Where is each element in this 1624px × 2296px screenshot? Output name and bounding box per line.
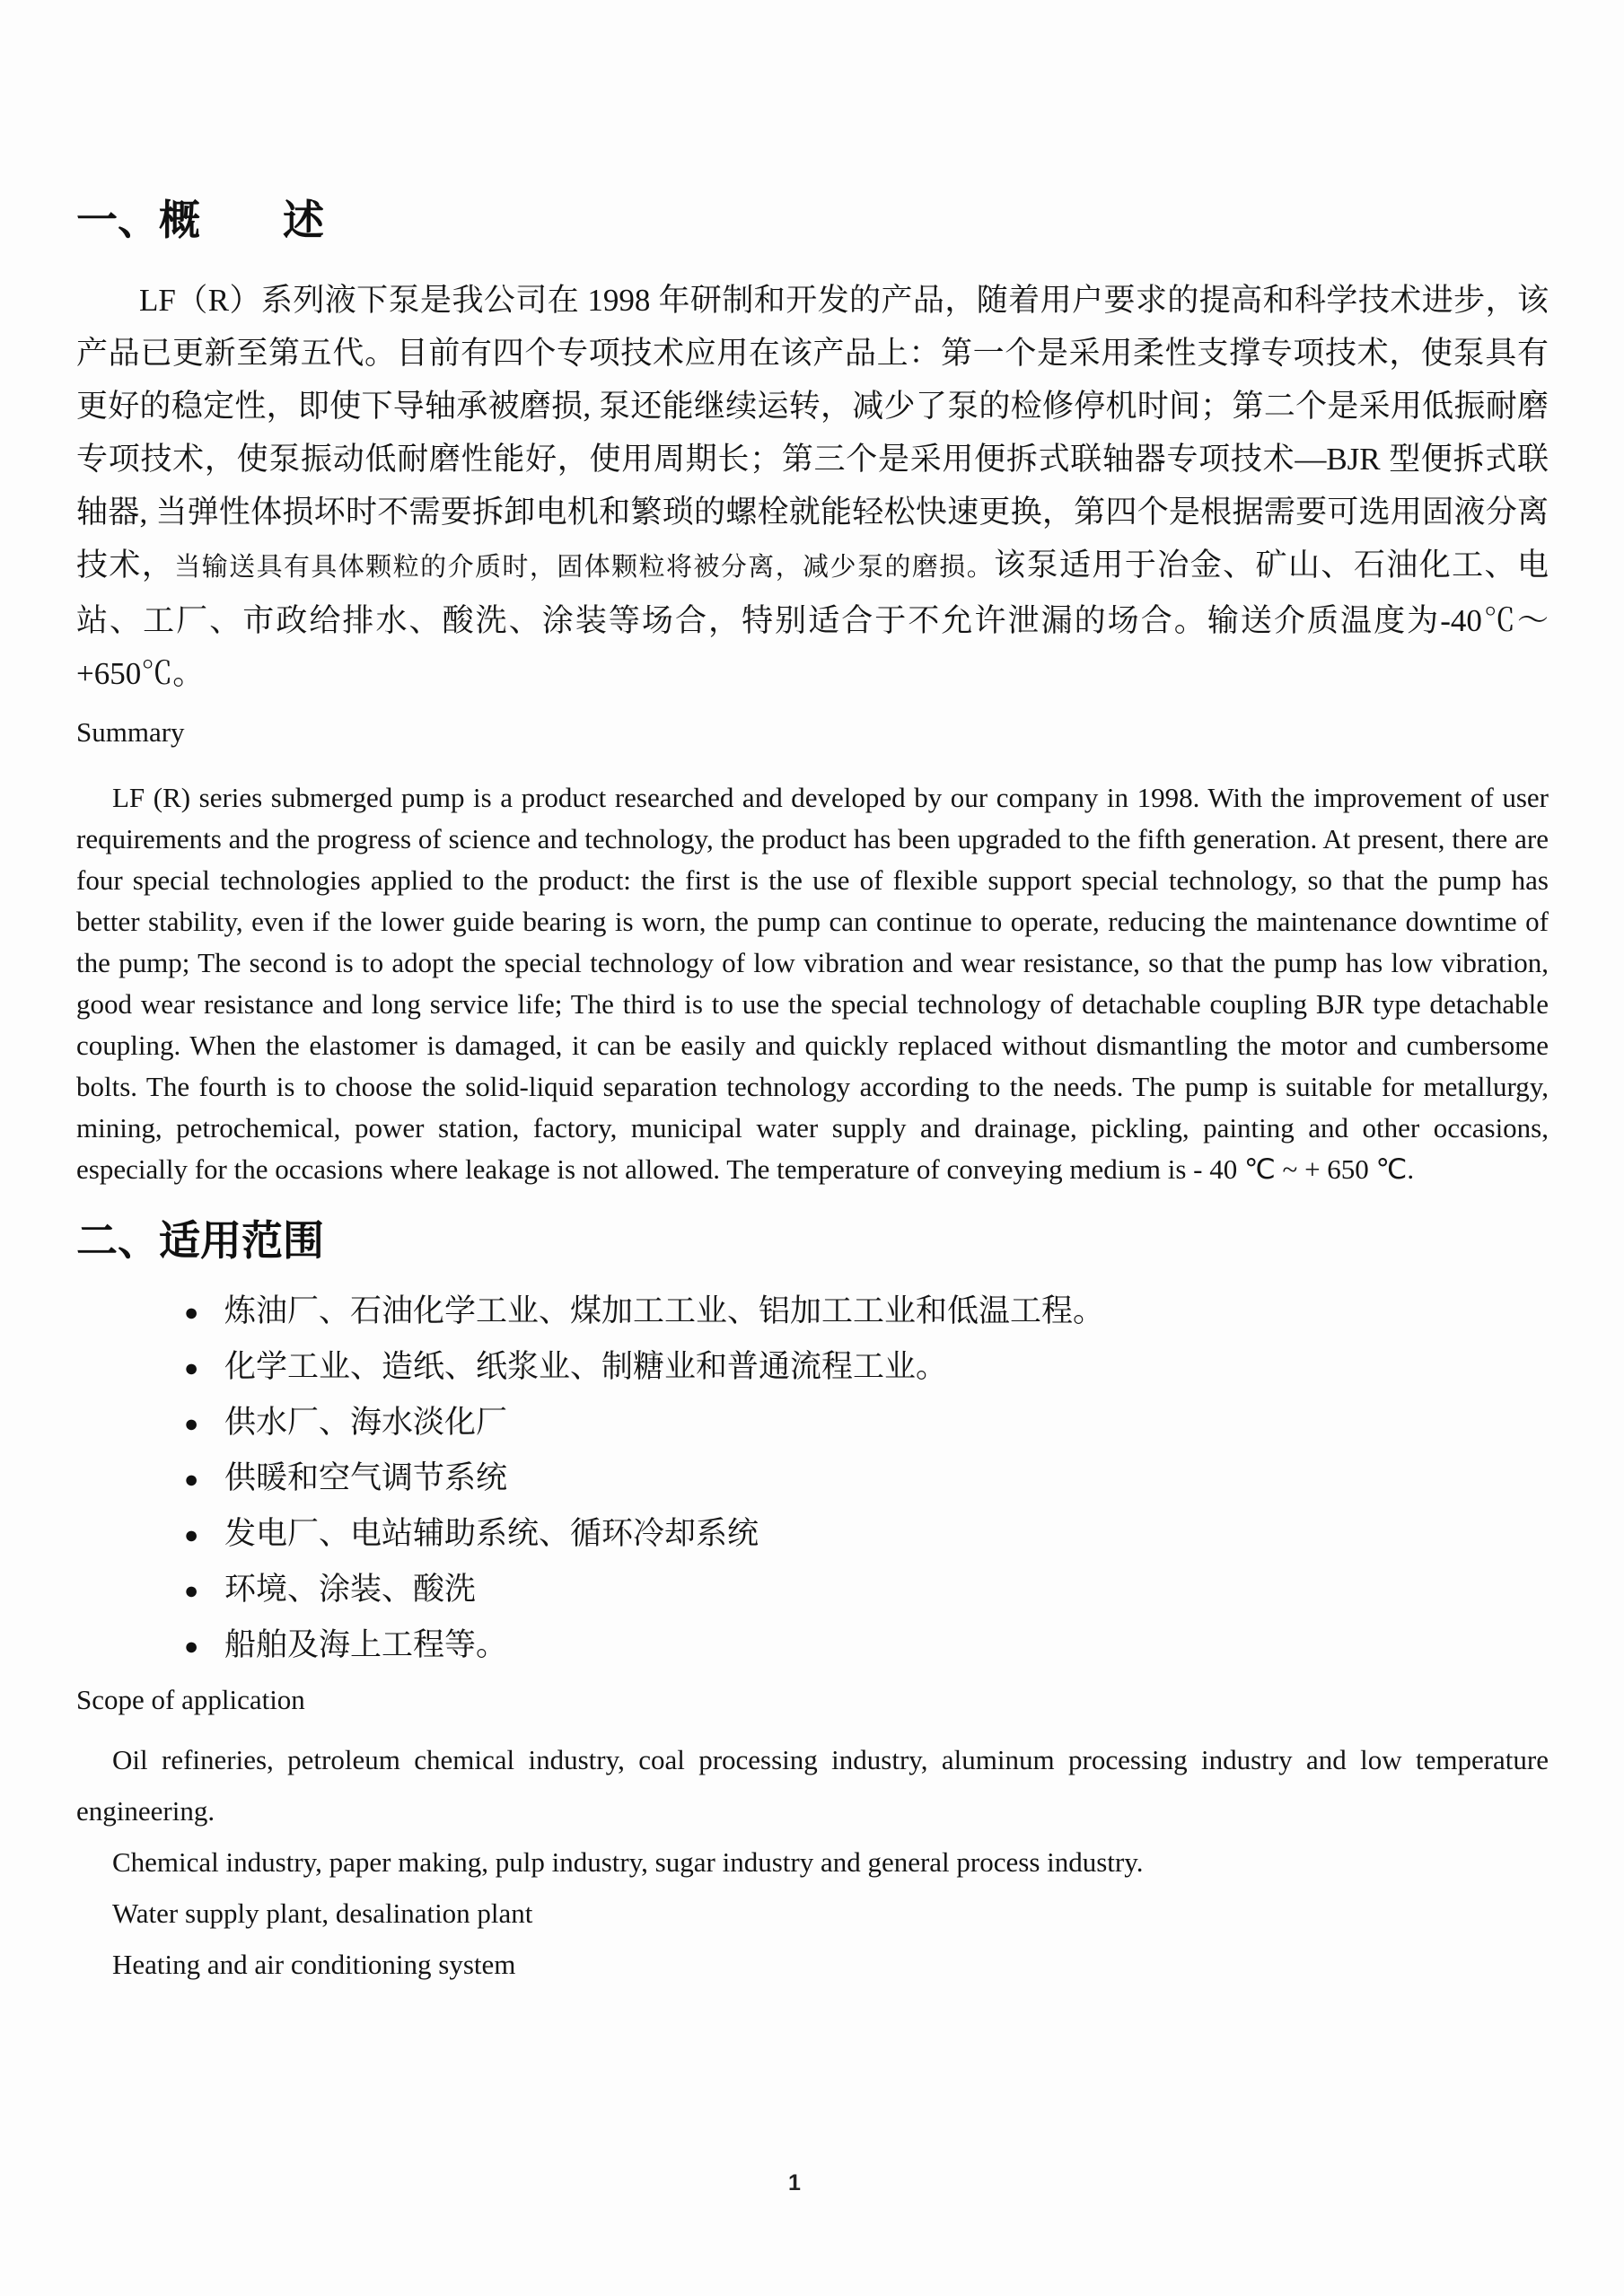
scope-paragraph-en: Water supply plant, desalination plant: [112, 1897, 533, 1929]
scope-paragraph-en: Oil refineries, petroleum chemical industry, coal processing industry, aluminum processing industry and low temperature engineering.: [76, 1744, 1549, 1827]
list-item: [76, 1562, 1549, 1617]
list-item-label: 供水厂、海水淡化厂: [224, 1405, 508, 1440]
bullet-icon: ●: [184, 1410, 199, 1437]
bullet-icon: ●: [184, 1299, 199, 1326]
scope-paragraph-en: Chemical industry, paper making, pulp industry, sugar industry and general process industry.: [112, 1846, 1144, 1878]
list-item: [76, 1450, 1549, 1506]
overview-paragraph-cn-part1: LF（R）系列液下泵是我公司在 1998 年研制和开发的产品，随着用户要求的提高和科学技术进步，该产品已更新至第五代。目前有四个专项技术应用在该产品上：第一个是采用柔性支撑专项技术，使泵具有更好的稳定性，即使下导轴承被磨损, 泵还能继续运转，减少了泵的检修停机时间；第二个是采用低振耐磨专项技术，使泵振动低耐磨性能好，使用周期长；第三个是采用便拆式联轴器专项技术—BJR 型便拆式联轴器, 当弹性体损坏时不需要拆卸电机和繁琐的螺栓就能轻松快速更换，第四个是根据需要可选用固液分离技术，: [76, 283, 1549, 583]
bullet-icon: ●: [184, 1354, 199, 1381]
bullet-icon: ●: [184, 1466, 199, 1493]
scope-bullet-list: [76, 1284, 1549, 1673]
list-item-label: 船舶及海上工程等。: [224, 1627, 508, 1662]
list-item: [76, 1284, 1549, 1339]
scope-heading-en: Scope of application: [76, 1684, 305, 1715]
document-content: [0, 191, 1624, 1990]
list-item-label: 化学工业、造纸、纸浆业、制糖业和普通流程工业。: [224, 1349, 948, 1384]
overview-paragraph-en: LF (R) series submerged pump is a product researched and developed by our company in 1998. With the improvement of user requirements and the progress of science and technology, the product has been upgraded to the fifth generation. At present, there are four special technologies applied to the product: the first is the use of flexible support special technology, so that the pump has better stability, even if the lower guide bearing is worn, the pump can continue to operate, reducing the maintenance downtime of the pump; The second is to adopt the special technology of low vibration and wear resistance, so that the pump has low vibration, good wear resistance and long service life; The third is to use the special technology of detachable coupling BJR type detachable coupling. When the elastomer is damaged, it can be easily and quickly replaced without dismantling the motor and cumbersome bolts. The fourth is to choose the solid-liquid separation technology according to the needs. The pump is suitable for metallurgy, mining, petrochemical, power station, factory, municipal water supply and drainage, pickling, painting and other occasions, especially for the occasions where leakage is not allowed. The temperature of conveying medium is - 40 ℃ ~ + 650 ℃.: [76, 782, 1549, 1185]
list-item-label: 环境、涂装、酸洗: [224, 1572, 477, 1607]
overview-paragraph-cn-part2-small: 当输送具有具体颗粒的介质时，固体颗粒将被分离，减少泵的磨损。: [174, 553, 995, 582]
bullet-icon: ●: [184, 1577, 199, 1604]
list-item-label: 供暖和空气调节系统: [224, 1460, 508, 1495]
section-heading-scope: 二、适用范围: [76, 1218, 324, 1264]
overview-paragraph-cn: [76, 274, 1549, 700]
list-item: [76, 1617, 1549, 1673]
bullet-icon: ●: [184, 1633, 199, 1660]
summary-heading: Summary: [76, 716, 185, 748]
list-item: [76, 1506, 1549, 1562]
list-item-label: 炼油厂、石油化学工业、煤加工工业、铝加工工业和低温工程。: [224, 1293, 1105, 1328]
list-item: [76, 1339, 1549, 1395]
section-heading-overview: 一、概 述: [76, 197, 324, 243]
page-number: 1: [788, 2170, 801, 2195]
overview-paragraph-cn-part3: 该泵适用于冶金、矿山、石油化工、电站、工厂、市政给排水、酸洗、涂装等场合，特别适合于不允许泄漏的场合。输送介质温度为-40℃～+650℃。: [76, 548, 1549, 691]
list-item: [76, 1395, 1549, 1450]
scope-paragraph-en: Heating and air conditioning system: [112, 1949, 516, 1980]
list-item-label: 发电厂、电站辅助系统、循环冷却系统: [224, 1516, 759, 1551]
bullet-icon: ●: [184, 1521, 199, 1548]
